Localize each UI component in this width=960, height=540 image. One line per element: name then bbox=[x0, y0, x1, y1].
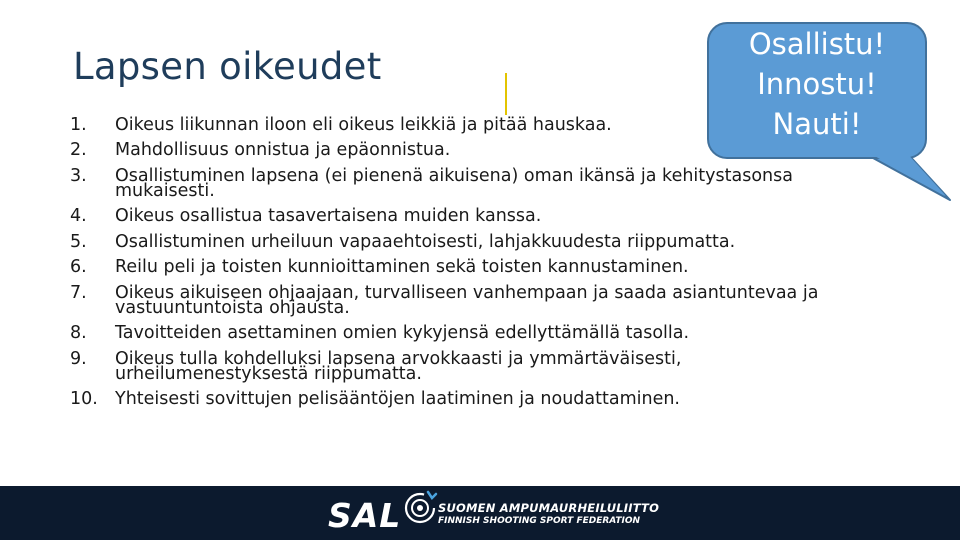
list-item-text: Tavoitteiden asettaminen omien kykyjensä edellyttämällä tasolla. bbox=[115, 323, 690, 343]
list-item-number: 10. bbox=[70, 389, 98, 409]
list-item-number: 7. bbox=[70, 282, 87, 303]
list-item-number: 5. bbox=[70, 231, 87, 252]
callout-line-3: Nauti! bbox=[772, 107, 862, 141]
callout-line-1: Osallistu! bbox=[748, 27, 886, 61]
list-item bbox=[70, 387, 890, 413]
list-item-text: Osallistuminen urheiluun vapaaehtoisesti, lahjakkuudesta riippumatta. bbox=[115, 231, 736, 252]
list-item bbox=[70, 346, 890, 387]
target-with-shot-icon bbox=[402, 490, 438, 530]
list-item bbox=[70, 138, 890, 164]
list-item bbox=[70, 112, 890, 138]
list-item-number: 6. bbox=[70, 257, 87, 277]
list-item-number: 2. bbox=[70, 140, 87, 160]
logo-name-english: FINNISH SHOOTING SPORT FEDERATION bbox=[438, 516, 641, 526]
list-item-number: 4. bbox=[70, 206, 87, 226]
list-item-text: Yhteisesti sovittujen pelisääntöjen laatiminen ja noudattaminen. bbox=[115, 389, 680, 409]
list-item-text: Mahdollisuus onnistua ja epäonnistua. bbox=[115, 140, 451, 160]
list-item bbox=[70, 204, 890, 230]
callout-line-2: Innostu! bbox=[757, 67, 877, 101]
slide-title: Lapsen oikeudet bbox=[73, 45, 382, 88]
list-item-number: 8. bbox=[70, 323, 87, 343]
list-item bbox=[70, 255, 890, 281]
list-item-number: 9. bbox=[70, 348, 87, 369]
rights-list bbox=[70, 112, 890, 412]
logo-name-finnish: SUOMEN AMPUMAURHEILULIITTO bbox=[438, 501, 660, 515]
list-item-text: Oikeus tulla kohdelluksi lapsena arvokkaasti ja ymmärtäväisesti, bbox=[115, 348, 682, 369]
list-item-text: Oikeus aikuiseen ohjaajaan, turvalliseen vanhempaan ja saada asiantuntevaa ja bbox=[115, 282, 819, 303]
list-item-text: Oikeus liikunnan iloon eli oikeus leikkiä ja pitää hauskaa. bbox=[115, 114, 612, 135]
list-item-text: Oikeus osallistua tasavertaisena muiden kanssa. bbox=[115, 206, 542, 226]
list-item-text: Reilu peli ja toisten kunnioittaminen sekä toisten kannustaminen. bbox=[115, 257, 689, 277]
list-item-text-continued: vastuuntuntoista ohjausta. bbox=[115, 297, 350, 318]
list-item-number: 1. bbox=[70, 114, 87, 135]
logo-abbreviation: SAL bbox=[328, 496, 402, 535]
sal-logo bbox=[328, 490, 660, 536]
list-item bbox=[70, 163, 890, 204]
list-item bbox=[70, 280, 890, 321]
list-item-text-continued: urheilumenestyksestä riippumatta. bbox=[115, 363, 422, 384]
text-cursor bbox=[505, 73, 507, 115]
list-item-text: Osallistuminen lapsena (ei pienenä aikuisena) oman ikänsä ja kehitystasonsa bbox=[115, 165, 793, 186]
list-item-text-continued: mukaisesti. bbox=[115, 180, 215, 201]
list-item bbox=[70, 321, 890, 347]
list-item bbox=[70, 229, 890, 255]
list-item-number: 3. bbox=[70, 165, 87, 186]
